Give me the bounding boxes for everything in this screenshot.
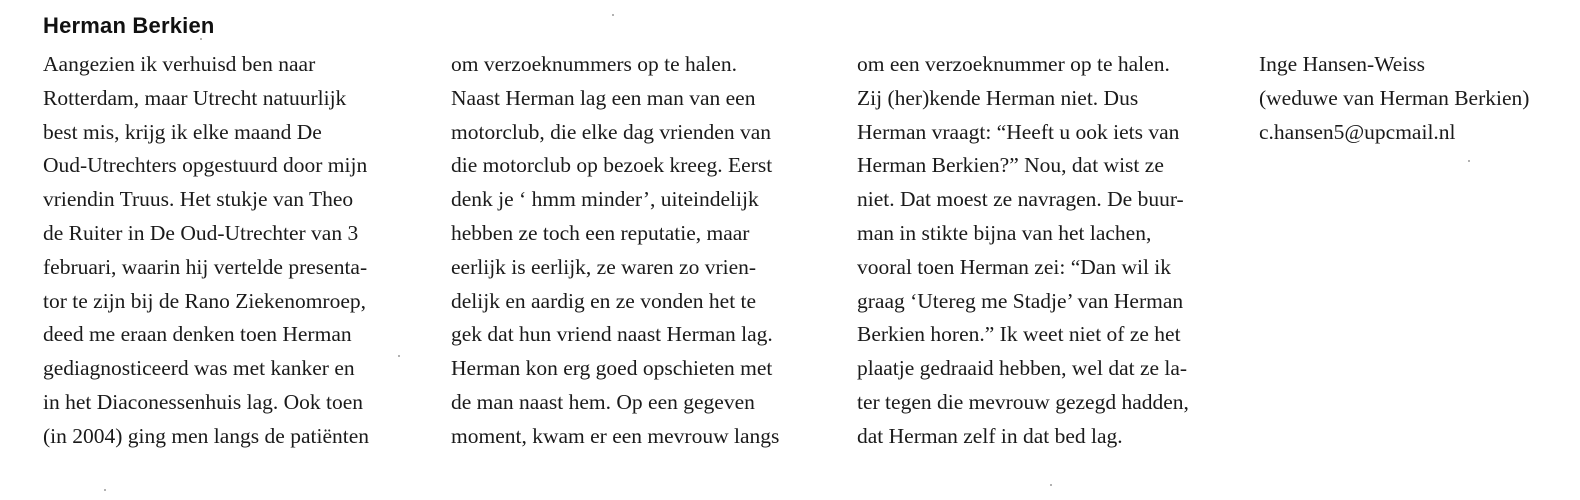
article-column-3 bbox=[857, 48, 1189, 454]
scan-speck bbox=[104, 489, 106, 491]
text-line: Aangezien ik verhuisd ben naar bbox=[43, 52, 316, 76]
text-line: moment, kwam er een mevrouw langs bbox=[451, 423, 780, 448]
text-line: delijk en aardig en ze vonden het te bbox=[451, 288, 757, 313]
signature-block bbox=[1259, 48, 1529, 149]
text-line: Naast Herman lag een man van een bbox=[451, 85, 756, 110]
text-line: Rotterdam, maar Utrecht natuurlijk bbox=[43, 85, 347, 110]
text-line: Oud-Utrechters opgestuurd door mijn bbox=[43, 153, 368, 178]
article-title: Herman Berkien bbox=[43, 13, 215, 38]
text-line: man in stikte bijna van het lachen, bbox=[857, 220, 1152, 245]
scan-speck bbox=[1468, 160, 1470, 162]
text-line: eerlijk is eerlijk, ze waren zo vrien- bbox=[451, 254, 757, 279]
text-line: (in 2004) ging men langs de patiënten bbox=[43, 423, 370, 448]
text-line: tor te zijn bij de Rano Ziekenomroep, bbox=[43, 288, 367, 313]
text-line: Herman kon erg goed opschieten met bbox=[451, 356, 773, 381]
text-line: om verzoeknummers op te halen. bbox=[451, 52, 737, 76]
text-line: plaatje gedraaid hebben, wel dat ze la- bbox=[857, 356, 1188, 381]
text-line: dat Herman zelf in dat bed lag. bbox=[857, 423, 1123, 448]
text-line: graag ‘Utereg me Stadje’ van Herman bbox=[857, 288, 1184, 313]
scan-speck bbox=[612, 14, 614, 16]
text-line: de man naast hem. Op een gegeven bbox=[451, 389, 755, 414]
text-line: motorclub, die elke dag vrienden van bbox=[451, 119, 772, 144]
text-line: februari, waarin hij vertelde presenta- bbox=[43, 254, 368, 279]
text-line: die motorclub op bezoek kreeg. Eerst bbox=[451, 153, 773, 178]
text-line: deed me eraan denken toen Herman bbox=[43, 322, 352, 347]
text-line: gek dat hun vriend naast Herman lag. bbox=[451, 322, 773, 347]
signature-relation: (weduwe van Herman Berkien) bbox=[1259, 85, 1530, 110]
text-line: om een verzoeknummer op te halen. bbox=[857, 52, 1170, 76]
signature-email: c.hansen5@upcmail.nl bbox=[1259, 119, 1456, 144]
text-line: de Ruiter in De Oud-Utrechter van 3 bbox=[43, 220, 359, 245]
scan-speck bbox=[200, 38, 202, 40]
text-line: hebben ze toch een reputatie, maar bbox=[451, 220, 750, 245]
text-line: best mis, krijg ik elke maand De bbox=[43, 119, 322, 144]
text-line: niet. Dat moest ze navragen. De buur- bbox=[857, 187, 1184, 212]
text-line: in het Diaconessenhuis lag. Ook toen bbox=[43, 389, 364, 414]
signature-name: Inge Hansen-Weiss bbox=[1259, 52, 1426, 76]
text-line: Herman vraagt: “Heeft u ook iets van bbox=[857, 119, 1180, 144]
text-line: Berkien horen.” Ik weet niet of ze het bbox=[857, 322, 1181, 347]
article-column-1 bbox=[43, 48, 369, 454]
text-line: Herman Berkien?” Nou, dat wist ze bbox=[857, 153, 1164, 178]
text-line: vriendin Truus. Het stukje van Theo bbox=[43, 187, 354, 212]
text-line: Zij (her)kende Herman niet. Dus bbox=[857, 85, 1139, 110]
text-line: ter tegen die mevrouw gezegd hadden, bbox=[857, 389, 1189, 414]
scan-speck bbox=[398, 355, 400, 357]
text-line: gediagnosticeerd was met kanker en bbox=[43, 356, 355, 381]
article-column-2 bbox=[451, 48, 779, 454]
text-line: vooral toen Herman zei: “Dan wil ik bbox=[857, 254, 1172, 279]
scan-speck bbox=[1050, 484, 1052, 486]
text-line: denk je ‘ hmm minder’, uiteindelijk bbox=[451, 187, 759, 212]
